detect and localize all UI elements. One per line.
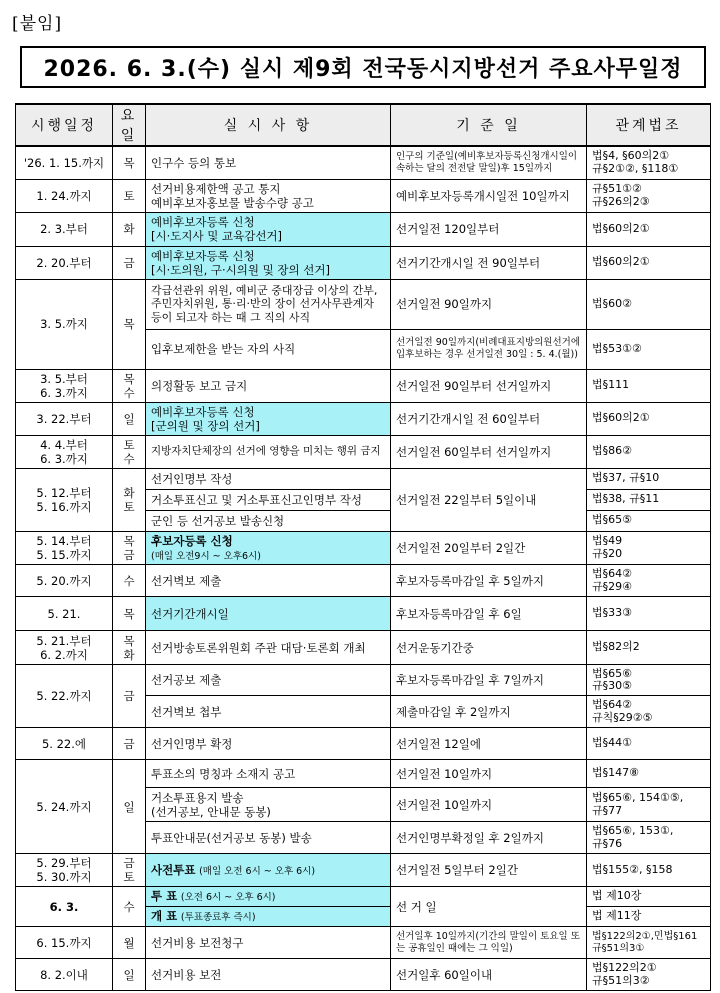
day-cell: 토 xyxy=(113,179,146,212)
law-cell: 법§4, §60의2① 규§2①②, §118① xyxy=(587,146,711,179)
content-main: 개 표 xyxy=(151,909,178,924)
attachment-label: [붙임] xyxy=(12,14,63,34)
date-cell: 5. 22.에 xyxy=(16,728,113,760)
content-sub: (매일 오전9시 ~ 오후6시) xyxy=(151,550,261,562)
header-standard: 기 준 일 xyxy=(391,104,587,146)
law-cell: 법§122의2①,민법§161 규§51의3① xyxy=(587,927,711,959)
content-cell: 군인 등 선거공보 발송신청 xyxy=(146,510,391,531)
standard-cell: 후보자등록마감일 후 5일까지 xyxy=(391,565,587,597)
table-row xyxy=(16,179,711,212)
date-cell: '26. 1. 15.까지 xyxy=(16,146,113,179)
standard-cell: 인구의 기준일(예비후보자등록신청개시일이 속하는 달의 전전달 말일)후 15일까지 xyxy=(391,146,587,179)
date-cell: 2. 3.부터 xyxy=(16,212,113,246)
content-cell: 선거비용제한액 공고 통지 예비후보자홍보물 발송수량 공고 xyxy=(146,179,391,212)
law-cell: 법§60의2① xyxy=(587,246,711,279)
date-cell: 5. 29.부터 5. 30.까지 xyxy=(16,854,113,887)
law-cell: 법§49 규§20 xyxy=(587,531,711,565)
law-cell: 법§60의2① xyxy=(587,402,711,435)
law-cell: 법§53①② xyxy=(587,329,711,369)
law-cell: 법§44① xyxy=(587,728,711,760)
day-cell: 토 수 xyxy=(113,435,146,468)
content-cell: 각급선관위 위원, 예비군 중대장급 이상의 간부, 주민자치위원, 통·리·반의 장이 선거사무관계자 등이 되고자 하는 때 그 직의 사직 xyxy=(146,279,391,329)
standard-cell: 선거기간개시일 전 60일부터 xyxy=(391,402,587,435)
standard-cell: 선거일후 60일이내 xyxy=(391,959,587,991)
law-cell: 법§65⑥, 153①, 규§76 xyxy=(587,822,711,854)
table-row xyxy=(16,665,711,696)
standard-cell: 선거일전 90일부터 선거일까지 xyxy=(391,369,587,402)
table-header-row xyxy=(16,104,711,146)
table-row xyxy=(16,760,711,788)
standard-cell: 후보자등록마감일 후 6일 xyxy=(391,597,587,631)
table-row xyxy=(16,631,711,665)
content-cell: 예비후보자등록 신청 [군의원 및 장의 선거] xyxy=(146,402,391,435)
date-cell: 2. 20.부터 xyxy=(16,246,113,279)
law-cell: 법§155②, §158 xyxy=(587,854,711,887)
table-row xyxy=(16,246,711,279)
content-sub: (투표종료후 즉시) xyxy=(180,912,256,924)
table-row xyxy=(16,887,711,907)
day-cell: 일 xyxy=(113,760,146,854)
header-law: 관계법조 xyxy=(587,104,711,146)
day-cell: 목 수 xyxy=(113,369,146,402)
date-cell: 1. 24.까지 xyxy=(16,179,113,212)
standard-cell: 선거일전 22일부터 5일이내 xyxy=(391,468,587,531)
day-cell: 금 xyxy=(113,246,146,279)
table-row xyxy=(16,728,711,760)
day-cell: 금 xyxy=(113,665,146,728)
law-cell: 법§65⑥ 규§30⑤ xyxy=(587,665,711,696)
standard-cell: 선거인명부확정일 후 2일까지 xyxy=(391,822,587,854)
standard-cell: 선거일후 10일까지(기간의 말일이 토요일 또는 공휴일인 때에는 그 익일) xyxy=(391,927,587,959)
content-main: 사전투표 xyxy=(151,862,196,877)
law-cell: 법§65⑥, 154①⑤, 규§77 xyxy=(587,788,711,822)
law-cell: 법§82의2 xyxy=(587,631,711,665)
table-row xyxy=(16,468,711,489)
law-cell: 법§33③ xyxy=(587,597,711,631)
law-cell: 법 제10장 xyxy=(587,887,711,907)
law-cell: 법 제11장 xyxy=(587,907,711,927)
standard-cell: 선거기간개시일 전 90일부터 xyxy=(391,246,587,279)
table-row xyxy=(16,531,711,565)
date-cell: 4. 4.부터 6. 3.까지 xyxy=(16,435,113,468)
day-cell: 일 xyxy=(113,959,146,991)
standard-cell: 선 거 일 xyxy=(391,887,587,927)
content-cell: 투표소의 명칭과 소재지 공고 xyxy=(146,760,391,788)
content-cell: 선거방송토론위원회 주관 대담·토론회 개최 xyxy=(146,631,391,665)
law-cell: 법§37, 규§10 xyxy=(587,468,711,489)
content-cell: 거소투표용지 발송 (선거공보, 안내문 동봉) xyxy=(146,788,391,822)
date-cell: 6. 3. xyxy=(16,887,113,927)
standard-cell: 선거일전 90일까지(비례대표지방의원선거에 입후보하는 경우 선거일전 30일 : 5. 4.(월)) xyxy=(391,329,587,369)
table-row xyxy=(16,959,711,991)
content-cell: 예비후보자등록 신청 [시·도지사 및 교육감선거] xyxy=(146,212,391,246)
standard-cell: 선거일전 10일까지 xyxy=(391,788,587,822)
content-cell: 선거비용 보전청구 xyxy=(146,927,391,959)
standard-cell: 선거일전 12일에 xyxy=(391,728,587,760)
law-cell: 법§147⑧ xyxy=(587,760,711,788)
day-cell: 목 금 xyxy=(113,531,146,565)
table-row xyxy=(16,927,711,959)
law-cell: 법§60의2① xyxy=(587,212,711,246)
day-cell: 금 토 xyxy=(113,854,146,887)
document-title xyxy=(20,46,706,88)
day-cell: 일 xyxy=(113,402,146,435)
content-cell: 선거벽보 제출 xyxy=(146,565,391,597)
date-cell: 5. 21. xyxy=(16,597,113,631)
day-cell: 목 xyxy=(113,146,146,179)
law-cell: 법§64② 규§29④ xyxy=(587,565,711,597)
date-cell: 5. 24.까지 xyxy=(16,760,113,854)
day-cell: 수 xyxy=(113,887,146,927)
content-cell: 의정활동 보고 금지 xyxy=(146,369,391,402)
date-cell: 5. 22.까지 xyxy=(16,665,113,728)
content-main: 후보자등록 신청 xyxy=(151,533,233,548)
schedule-table xyxy=(15,103,711,991)
standard-cell: 선거일전 20일부터 2일간 xyxy=(391,531,587,565)
content-cell xyxy=(146,854,391,887)
standard-cell: 선거일전 120일부터 xyxy=(391,212,587,246)
standard-cell: 제출마감일 후 2일까지 xyxy=(391,696,587,728)
date-cell: 8. 2.이내 xyxy=(16,959,113,991)
content-cell: 입후보제한을 받는 자의 사직 xyxy=(146,329,391,369)
table-row xyxy=(16,279,711,329)
day-cell: 수 xyxy=(113,565,146,597)
content-sub: (매일 오전 6시 ~ 오후 6시) xyxy=(199,865,316,877)
law-cell: 법§86② xyxy=(587,435,711,468)
content-cell: 투표안내문(선거공보 동봉) 발송 xyxy=(146,822,391,854)
table-row xyxy=(16,369,711,402)
table-row xyxy=(16,146,711,179)
day-cell: 목 화 xyxy=(113,631,146,665)
table-row xyxy=(16,435,711,468)
day-cell: 화 토 xyxy=(113,468,146,531)
content-cell xyxy=(146,531,391,565)
table-row xyxy=(16,402,711,435)
date-cell: 5. 20.까지 xyxy=(16,565,113,597)
date-cell: 5. 12.부터 5. 16.까지 xyxy=(16,468,113,531)
content-cell: 선거벽보 첩부 xyxy=(146,696,391,728)
content-cell: 선거인명부 확정 xyxy=(146,728,391,760)
table-row xyxy=(16,854,711,887)
date-cell: 6. 15.까지 xyxy=(16,927,113,959)
day-cell: 월 xyxy=(113,927,146,959)
standard-cell: 선거운동기간중 xyxy=(391,631,587,665)
law-cell: 법§60② xyxy=(587,279,711,329)
standard-cell: 후보자등록마감일 후 7일까지 xyxy=(391,665,587,696)
date-cell: 3. 5.까지 xyxy=(16,279,113,369)
content-cell: 선거기간개시일 xyxy=(146,597,391,631)
content-cell: 예비후보자등록 신청 [시·도의원, 구·시의원 및 장의 선거] xyxy=(146,246,391,279)
title-text: 2026. 6. 3.(수) 실시 제9회 전국동시지방선거 주요사무일정 xyxy=(43,56,683,82)
content-cell: 인구수 등의 통보 xyxy=(146,146,391,179)
standard-cell: 선거일전 60일부터 선거일까지 xyxy=(391,435,587,468)
standard-cell: 선거일전 90일까지 xyxy=(391,279,587,329)
content-cell: 거소투표신고 및 거소투표신고인명부 작성 xyxy=(146,489,391,510)
date-cell: 5. 14.부터 5. 15.까지 xyxy=(16,531,113,565)
day-cell: 목 xyxy=(113,597,146,631)
content-cell: 지방자치단체장의 선거에 영향을 미치는 행위 금지 xyxy=(146,435,391,468)
content-sub: (오전 6시 ~ 오후 6시) xyxy=(180,892,276,904)
content-cell: 선거인명부 작성 xyxy=(146,468,391,489)
content-cell: 선거비용 보전 xyxy=(146,959,391,991)
content-cell xyxy=(146,887,391,907)
table-row xyxy=(16,212,711,246)
content-cell: 선거공보 제출 xyxy=(146,665,391,696)
header-content: 실 시 사 항 xyxy=(146,104,391,146)
date-cell: 3. 22.부터 xyxy=(16,402,113,435)
header-date: 시행일정 xyxy=(16,104,113,146)
day-cell: 화 xyxy=(113,212,146,246)
law-cell: 법§38, 규§11 xyxy=(587,489,711,510)
law-cell: 법§122의2① 규§51의3② xyxy=(587,959,711,991)
law-cell: 법§64② 규칙§29②⑤ xyxy=(587,696,711,728)
standard-cell: 예비후보자등록개시일전 10일까지 xyxy=(391,179,587,212)
day-cell: 금 xyxy=(113,728,146,760)
table-row xyxy=(16,597,711,631)
header-day: 요일 xyxy=(113,104,146,146)
date-cell: 5. 21.부터 6. 2.까지 xyxy=(16,631,113,665)
content-main: 투 표 xyxy=(151,889,178,904)
content-cell xyxy=(146,907,391,927)
law-cell: 규§51①② 규§26의2③ xyxy=(587,179,711,212)
law-cell: 법§111 xyxy=(587,369,711,402)
day-cell: 목 xyxy=(113,279,146,369)
standard-cell: 선거일전 5일부터 2일간 xyxy=(391,854,587,887)
table-row xyxy=(16,565,711,597)
law-cell: 법§65⑤ xyxy=(587,510,711,531)
date-cell: 3. 5.부터 6. 3.까지 xyxy=(16,369,113,402)
standard-cell: 선거일전 10일까지 xyxy=(391,760,587,788)
